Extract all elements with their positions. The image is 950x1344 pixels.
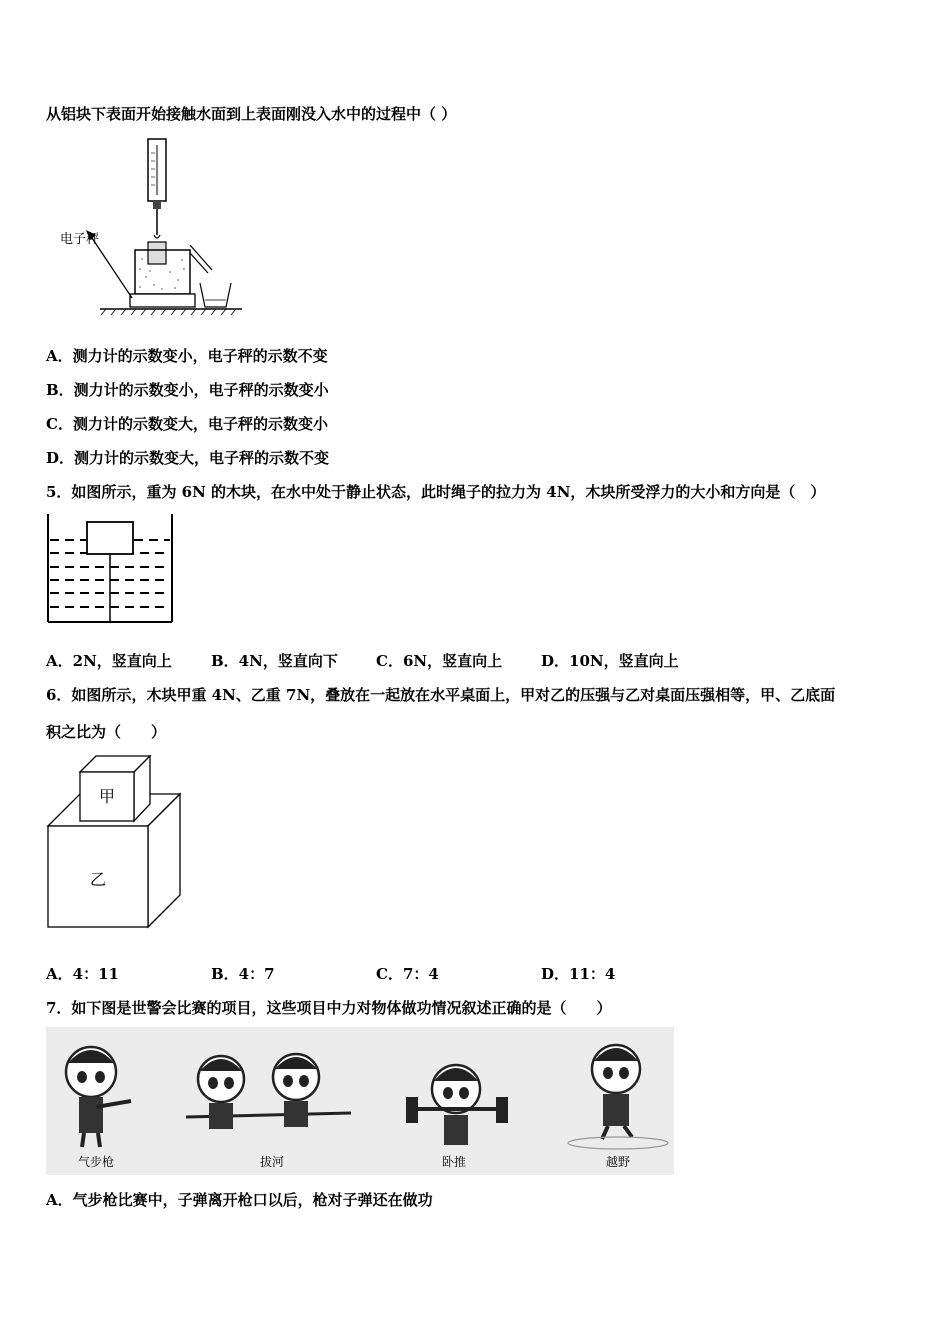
q5-option-c: C．6N，竖直向上: [376, 652, 503, 670]
q5-option-b: B．4N，竖直向下: [211, 652, 338, 670]
caption-rifle: 气步枪: [77, 1155, 115, 1169]
q4-stem: 从铝块下表面开始接触水面到上表面刚没入水中的过程中（ ）: [46, 105, 457, 123]
q6-option-c: C．7：4: [376, 965, 439, 983]
figure-label-scale: 电子秤: [60, 232, 100, 247]
q6-option-d: D．11：4: [541, 965, 616, 983]
q6-figure: [46, 752, 186, 932]
q6-stem-line2: 积之比为（ ）: [46, 723, 167, 741]
q7-figure: [46, 1027, 674, 1175]
caption-bench-press: 卧推: [441, 1155, 467, 1169]
q7-option-a: A．气步枪比赛中，子弹离开枪口以后，枪对子弹还在做功: [46, 1191, 433, 1209]
aluminium-block: [148, 242, 166, 264]
q4-option-d: D．测力计的示数变大，电子秤的示数不变: [46, 449, 330, 467]
q5-option-a: A．2N，竖直向上: [46, 652, 172, 670]
q6-option-a: A．4：11: [46, 965, 119, 983]
wood-block: [87, 522, 133, 554]
q4-figure: [50, 135, 250, 320]
q4-option-b: B．测力计的示数变小，电子秤的示数变小: [46, 381, 329, 399]
block-jia-label: 甲: [98, 787, 116, 806]
q5-option-d: D．10N，竖直向上: [541, 652, 679, 670]
q4-option-a: A．测力计的示数变小，电子秤的示数不变: [46, 347, 328, 365]
q6-option-b: B．4：7: [211, 965, 275, 983]
q5-options: [46, 650, 679, 671]
q4-option-c: C．测力计的示数变大，电子秤的示数变小: [46, 415, 328, 433]
q6-options: [46, 963, 615, 984]
q5-figure: [46, 512, 176, 624]
electronic-scale: [130, 294, 195, 307]
q7-stem: 7．如下图是世警会比赛的项目，这些项目中力对物体做功情况叙述正确的是（ ）: [46, 999, 612, 1017]
caption-tug-of-war: 拔河: [259, 1155, 285, 1169]
small-cup: [200, 283, 231, 307]
caption-cross-country: 越野: [605, 1155, 631, 1169]
q5-stem: 5．如图所示，重为 6N 的木块，在水中处于静止状态，此时绳子的拉力为 4N，木块所受浮力的大小和方向是（ ）: [46, 483, 826, 501]
q6-stem-line1: 6．如图所示，木块甲重 4N、乙重 7N，叠放在一起放在水平桌面上，甲对乙的压强与乙对桌面压强相等，甲、乙底面: [46, 686, 836, 704]
block-yi-label: 乙: [89, 870, 107, 889]
